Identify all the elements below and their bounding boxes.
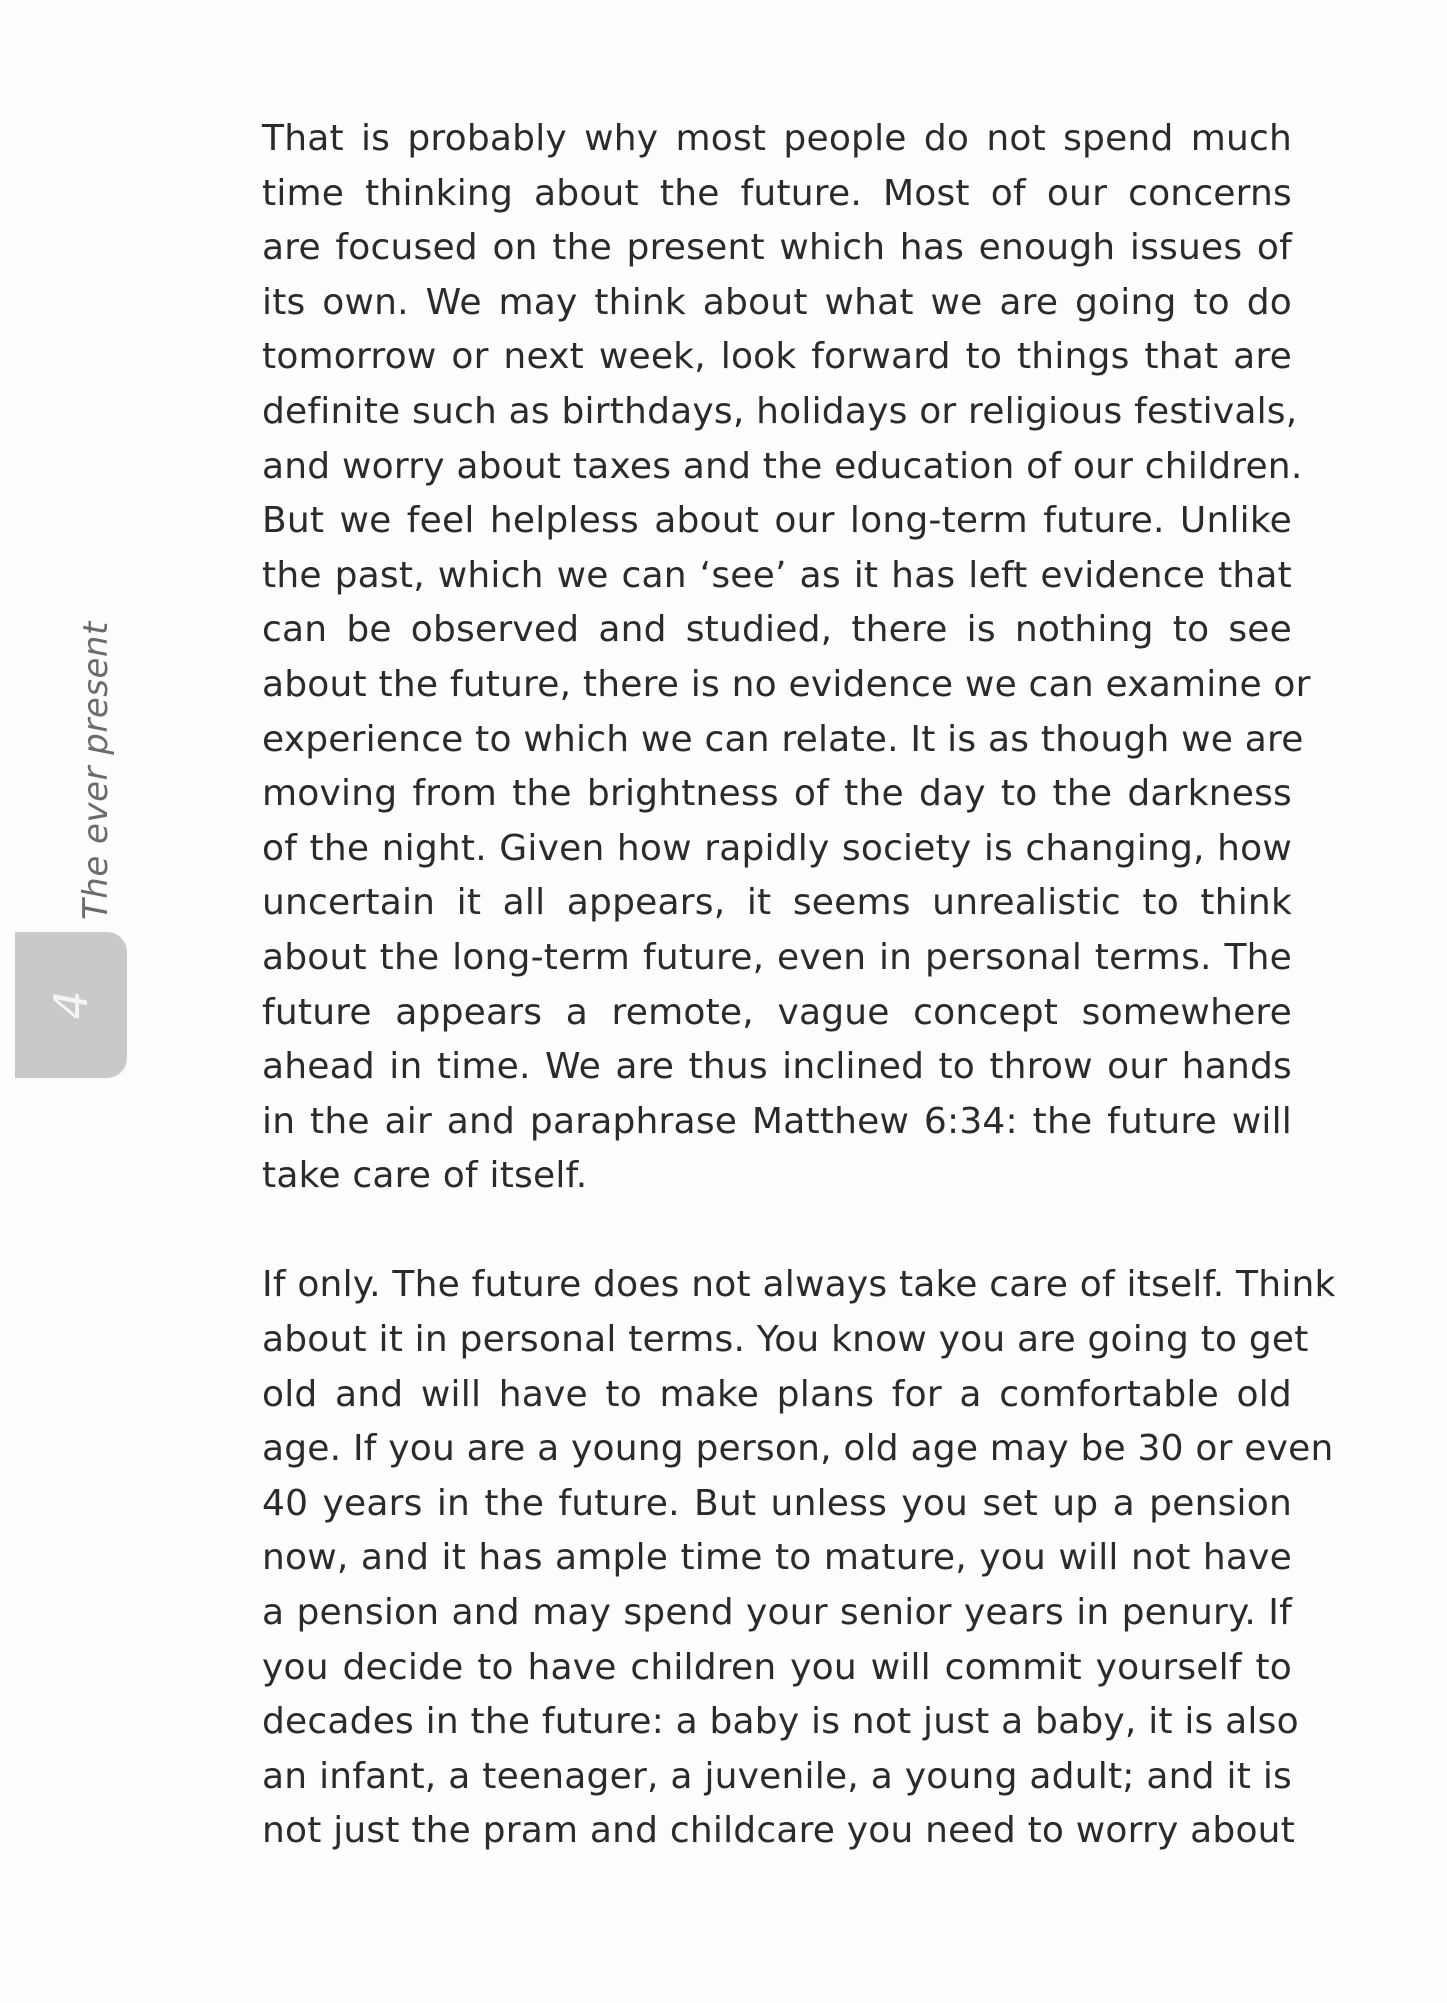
paragraph-gap (262, 1204, 1292, 1259)
text-line: tomorrow or next week, look forward to things that are (262, 336, 1292, 378)
text-line: time thinking about the future. Most of our concerns (262, 172, 1292, 214)
text-line: and worry about taxes and the education of our children. (262, 445, 1303, 487)
text-line: old and will have to make plans for a comfortable old (262, 1373, 1292, 1415)
text-line: about the long-term future, even in personal terms. The (262, 936, 1292, 978)
text-line: experience to which we can relate. It is as though we are (262, 718, 1304, 760)
text-line: about the future, there is no evidence we can examine or (262, 663, 1311, 705)
text-line: future appears a remote, vague concept somewhere (262, 991, 1292, 1033)
text-line: age. If you are a young person, old age may be 30 or even (262, 1428, 1334, 1470)
text-line: now, and it has ample time to mature, you will not have (262, 1537, 1292, 1579)
text-line: But we feel helpless about our long-term future. Unlike (262, 500, 1292, 542)
text-line: you decide to have children you will commit yourself to (262, 1646, 1292, 1688)
paragraph-1 (262, 112, 1311, 1204)
text-line: 40 years in the future. But unless you set up a pension (262, 1482, 1292, 1524)
text-line: the past, which we can ‘see’ as it has left evidence that (262, 554, 1292, 596)
text-line: uncertain it all appears, it seems unrealistic to think (262, 882, 1292, 924)
text-line: That is probably why most people do not spend much (262, 118, 1292, 159)
text-line: its own. We may think about what we are going to do (262, 281, 1292, 323)
chapter-tab (15, 932, 127, 1078)
body-text (262, 112, 1336, 1859)
text-line: can be observed and studied, there is nothing to see (262, 609, 1292, 651)
text-line: decades in the future: a baby is not just a baby, it is also (262, 1701, 1299, 1743)
text-line: an infant, a teenager, a juvenile, a young adult; and it is (262, 1755, 1292, 1797)
text-line: definite such as birthdays, holidays or religious festivals, (262, 390, 1298, 432)
text-line: If only. The future does not always take care of itself. Think (262, 1264, 1336, 1306)
paragraph-2 (262, 1258, 1336, 1859)
text-line: ahead in time. We are thus inclined to throw our hands (262, 1046, 1292, 1088)
text-line: a pension and may spend your senior years in penury. If (262, 1592, 1292, 1634)
running-title: The ever present (76, 621, 116, 920)
text-line: not just the pram and childcare you need to worry about (262, 1810, 1296, 1852)
text-line: are focused on the present which has enough issues of (262, 227, 1292, 269)
text-line: moving from the brightness of the day to the darkness (262, 773, 1292, 815)
chapter-number: 4 (44, 990, 98, 1020)
text-line: in the air and paraphrase Matthew 6:34: the future will (262, 1100, 1292, 1142)
text-line: about it in personal terms. You know you are going to get (262, 1319, 1309, 1361)
text-line: take care of itself. (262, 1155, 588, 1197)
text-line: of the night. Given how rapidly society is changing, how (262, 827, 1292, 869)
